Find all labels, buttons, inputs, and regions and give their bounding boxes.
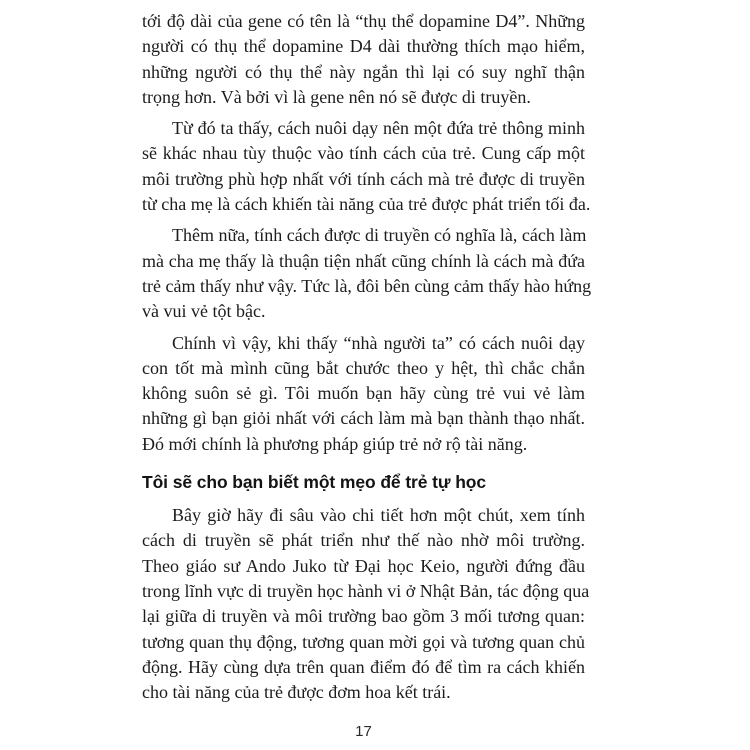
text-line: Thêm nữa, tính cách được di truyền có nghĩa là, cách làm [172,225,587,246]
text-line: môi trường phù hợp nhất với tính cách mà trẻ được di truyền [142,168,585,189]
text-line: Chính vì vậy, khi thấy “nhà người ta” có cách nuôi dạy [172,332,585,353]
text-line: người có thụ thể dopamine D4 dài thường thích mạo hiểm, [142,36,585,57]
page-number: 17 [355,723,372,740]
paragraph [142,331,585,457]
text-line: những người có thụ thể này ngắn thì lại có suy nghĩ thận [142,61,585,82]
text-line: từ cha mẹ là cách khiến tài năng của trẻ được phát triển tối đa. [142,194,591,215]
text-line: Đó mới chính là phương pháp giúp trẻ nở rộ tài năng. [142,433,528,454]
text-line: Theo giáo sư Ando Juko từ Đại học Keio, người đứng đầu [142,555,585,576]
text-line: và vui vẻ tột bậc. [142,301,266,322]
text-line: những gì bạn giỏi nhất với cách làm mà bạn thành thạo nhất. [142,408,585,429]
text-line: lại giữa di truyền và môi trường bao gồm 3 mối tương quan: [142,606,585,627]
text-line: cho tài năng của trẻ được đơm hoa kết trái. [142,682,451,703]
paragraph [142,503,590,705]
text-line: tới độ dài của gene có tên là “thụ thể dopamine D4”. Những [142,11,585,31]
text-line: tương quan thụ động, tương quan mời gọi và tương quan chủ [142,631,585,652]
text-line: Từ đó ta thấy, cách nuôi dạy nên một đứa trẻ thông minh [172,118,585,139]
text-line: không suôn sẻ gì. Tôi muốn bạn hãy cùng trẻ vui vẻ làm [142,383,585,404]
text-line: mà cha mẹ thấy là thuận tiện nhất cũng chính là cách mà đứa [142,250,585,271]
text-line: trọng hơn. Và bởi vì là gene nên nó sẽ được di truyền. [142,86,531,107]
section-heading: Tôi sẽ cho bạn biết một mẹo để trẻ tự học [142,472,487,493]
text-line: con tốt mà mình cũng bắt chước theo y hệt, thì chắc chắn [142,357,585,378]
text-line: trẻ cảm thấy như vậy. Tức là, đôi bên cùng cảm thấy hào hứng [142,275,592,296]
text-line: Bây giờ hãy đi sâu vào chi tiết hơn một chút, xem tính [172,505,585,526]
text-line: cách di truyền sẽ phát triển như thế nào nhờ môi trường. [142,530,585,551]
paragraph [142,116,591,217]
text-column [142,9,592,705]
paragraph [142,9,585,110]
text-line: động. Hãy cùng dựa trên quan điểm đó để tìm ra cách khiến [142,656,585,677]
paragraph [142,223,592,324]
text-line: sẽ khác nhau tùy thuộc vào tính cách của trẻ. Cung cấp một [142,143,585,164]
text-line: trong lĩnh vực di truyền học hành vi ở Nhật Bản, tác động qua [142,580,590,601]
